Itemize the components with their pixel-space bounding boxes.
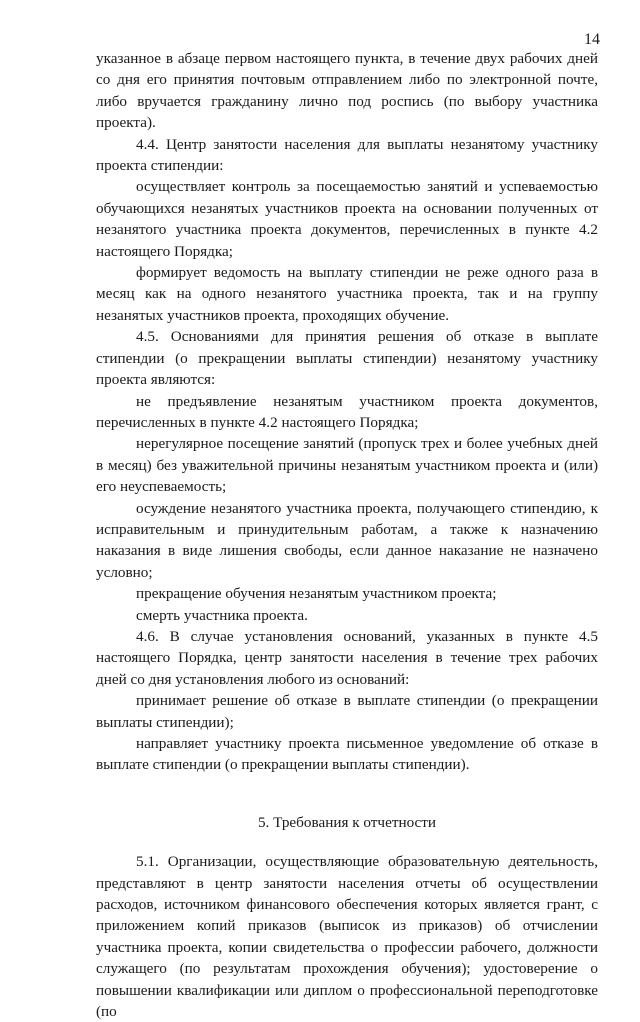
paragraph: осуждение незанятого участника проекта, получающего стипендию, к исправительным и принудительным работам, а также к назначению наказания в виде лишения свободы, если данное наказание не назначено условно; [96,499,598,581]
paragraph: 5.1. Организации, осуществляющие образовательную деятельность, представляют в центр занятости населения отчеты об осуществлении расходов, источником финансового обеспечения которых является грант, с приложением копий приказов (выписок из приказов) об отчислении участника проекта, копии свидетельства о профессии рабочего, должности служащего (по результатам прохождения обучения); удостоверение о повышении квалификации или диплом о профессиональной переподготовке (по [96,853,598,1021]
paragraph: смерть участника проекта. [136,606,308,624]
paragraph: принимает решение об отказе в выплате стипендии (о прекращении выплаты стипендии); [96,692,598,731]
paragraph: осуществляет контроль за посещаемостью занятий и успеваемостью обучающихся незанятых участников проекта на основании полученных от незанятого участника проекта документов, перечисленных в пункте 4.2 настоящего Порядка; [96,178,598,260]
document-body [96,48,598,1022]
page-number: 14 [584,31,600,48]
paragraph: указанное в абзаце первом настоящего пункта, в течение двух рабочих дней со дня его принятия почтовым отправлением либо по электронной почте, либо вручается гражданину лично под роспись (по выбору участника проекта). [96,50,598,132]
paragraph: 4.5. Основаниями для принятия решения об отказе в выплате стипендии (о прекращении выплаты стипендии) незанятому участнику проекта являются: [96,328,598,389]
paragraph: прекращение обучения незанятым участником проекта; [136,585,497,603]
paragraph: формирует ведомость на выплату стипендии не реже одного раза в месяц как на одного незанятого участника проекта, так и на группу незанятых участников проекта, проходящих обучение. [96,264,598,324]
section-title: 5. Требования к отчетности [257,813,437,831]
paragraph: нерегулярное посещение занятий (пропуск трех и более учебных дней в месяц) без уважительной причины незанятым участником проекта и (или) его неуспеваемость; [96,435,598,496]
paragraph: 4.4. Центр занятости населения для выплаты незанятому участнику проекта стипендии: [96,135,598,175]
paragraph: 4.6. В случае установления оснований, указанных в пункте 4.5 настоящего Порядка, центр занятости населения в течение трех рабочих дней со дня установления любого из оснований: [96,627,598,688]
paragraph: не предъявление незанятым участником проекта документов, перечисленных в пункте 4.2 настоящего Порядка; [96,392,598,431]
paragraph: направляет участнику проекта письменное уведомление об отказе в выплате стипендии (о прекращении выплаты стипендии). [96,735,598,774]
